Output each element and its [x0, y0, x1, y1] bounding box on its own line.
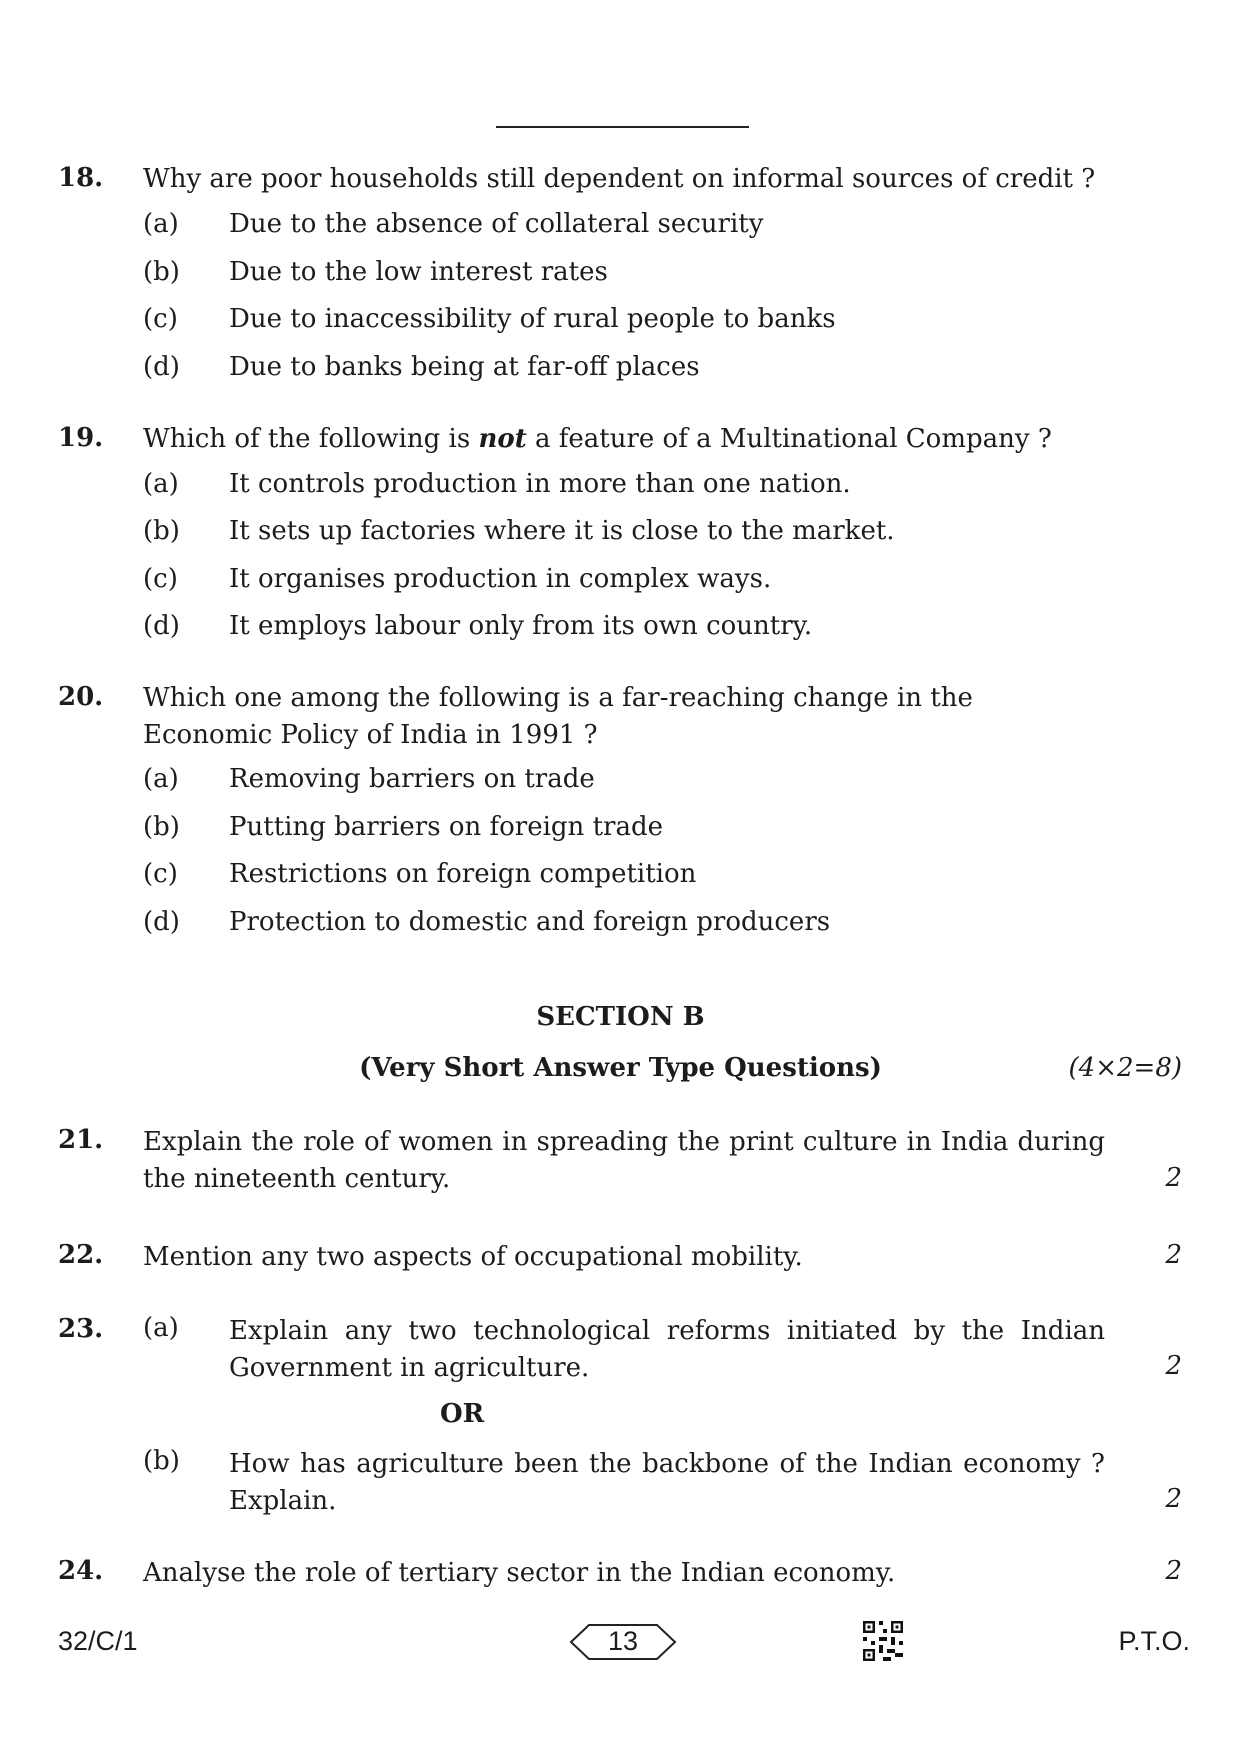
top-rule [496, 126, 749, 128]
page-number: 13 [607, 1626, 639, 1656]
option-text: Removing barriers on trade [229, 764, 595, 794]
question-text: Which one among the following is a far-reaching change in the Economic Policy of India in 1991 ? [143, 683, 973, 750]
option-label: (a) [143, 764, 179, 794]
option-label: (d) [143, 611, 180, 641]
or-label: OR [440, 1399, 485, 1429]
question-text: Analyse the role of tertiary sector in the Indian economy. [143, 1558, 896, 1588]
question-text: How has agriculture been the backbone of the Indian economy ? Explain. [229, 1449, 1105, 1516]
page-number-badge [569, 1622, 677, 1662]
option-text: It sets up factories where it is close to the market. [229, 516, 895, 546]
option-text: Protection to domestic and foreign producers [229, 907, 831, 937]
option-text: Due to inaccessibility of rural people to banks [229, 304, 836, 334]
question-text: Explain the role of women in spreading the print culture in India during the nineteenth century. [143, 1127, 1105, 1194]
section-title: SECTION B [536, 1002, 705, 1032]
question-text-part: a feature of a Multinational Company ? [534, 424, 1052, 454]
option-label: (b) [143, 516, 180, 546]
emphasis-not: not [478, 424, 527, 454]
option [0, 469, 1241, 509]
question-marks: 2 [1165, 1351, 1182, 1381]
option-text: Due to banks being at far-off places [229, 352, 700, 382]
option [0, 304, 1241, 344]
option-label: (a) [143, 209, 179, 239]
option [0, 209, 1241, 249]
option [0, 352, 1241, 392]
option-text: It controls production in more than one nation. [229, 469, 851, 499]
question-text-part: Which of the following is [143, 424, 471, 454]
question-text: Why are poor households still dependent on informal sources of credit ? [143, 164, 1096, 194]
question-text: Explain any two technological reforms initiated by the Indian Government in agriculture. [229, 1316, 1105, 1383]
question-marks: 2 [1165, 1240, 1182, 1270]
question-marks: 2 [1165, 1556, 1182, 1586]
section-subtitle: (Very Short Answer Type Questions) [359, 1053, 882, 1083]
question-text: Mention any two aspects of occupational mobility. [143, 1242, 803, 1272]
option-label: (a) [143, 1313, 179, 1343]
question-marks: 2 [1165, 1163, 1182, 1193]
question-number: 19. [58, 423, 104, 453]
question-number: 22. [58, 1240, 104, 1270]
question-number: 24. [58, 1556, 104, 1586]
option [0, 812, 1241, 852]
qr-code-icon [863, 1621, 903, 1661]
question-number: 23. [58, 1314, 104, 1344]
option [0, 516, 1241, 556]
option-text: It employs labour only from its own country. [229, 611, 813, 641]
pto-label: P.T.O. [1118, 1626, 1190, 1656]
option [0, 859, 1241, 899]
option-label: (c) [143, 304, 178, 334]
option-label: (b) [143, 257, 180, 287]
question-number: 21. [58, 1125, 104, 1155]
option-label: (c) [143, 859, 178, 889]
option-text: Due to the absence of collateral security [229, 209, 764, 239]
paper-code: 32/C/1 [58, 1626, 138, 1656]
option [0, 564, 1241, 604]
option-label: (b) [143, 812, 180, 842]
option [0, 257, 1241, 297]
option-label: (a) [143, 469, 179, 499]
option-text: Restrictions on foreign competition [229, 859, 697, 889]
question-text [143, 421, 1123, 458]
option-label: (d) [143, 352, 180, 382]
option-text: It organises production in complex ways. [229, 564, 772, 594]
option [0, 907, 1241, 947]
question-number: 20. [58, 682, 104, 712]
option-text: Due to the low interest rates [229, 257, 608, 287]
option [0, 764, 1241, 804]
option-text: Putting barriers on foreign trade [229, 812, 663, 842]
option [0, 611, 1241, 651]
option-label: (c) [143, 564, 178, 594]
option-label: (b) [143, 1446, 180, 1476]
option-label: (d) [143, 907, 180, 937]
question-marks: 2 [1165, 1484, 1182, 1514]
question-number: 18. [58, 163, 104, 193]
section-marks: (4×2=8) [1068, 1053, 1182, 1083]
